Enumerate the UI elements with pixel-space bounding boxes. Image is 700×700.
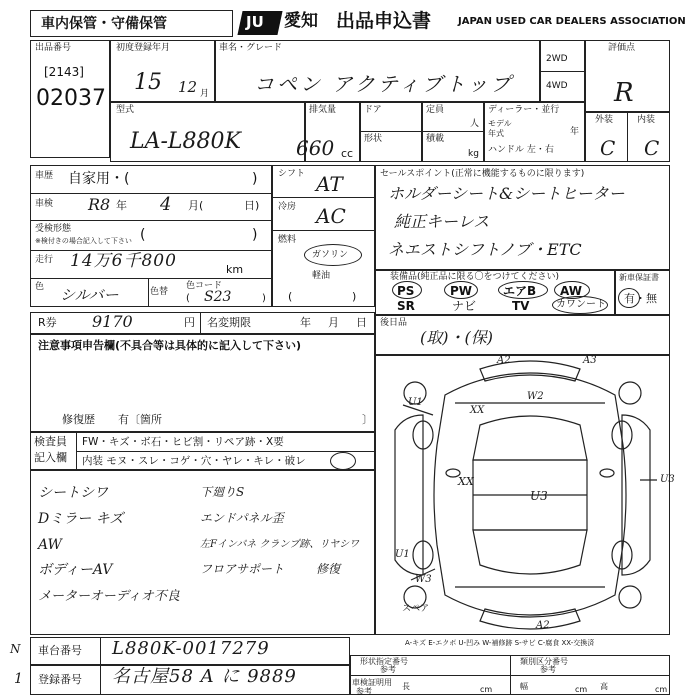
shaken-label: 車検 xyxy=(35,199,54,209)
type-label: 型式 xyxy=(116,105,135,115)
margin-mark-1: 1 xyxy=(14,671,23,687)
ticket-box xyxy=(30,312,375,334)
circle-warranty-yes xyxy=(618,288,640,308)
equip-pw: PW xyxy=(450,284,473,298)
storage-text: 車内保管・守備保管 xyxy=(41,16,167,32)
mark-xx-2: XX xyxy=(458,475,474,488)
equip-navi: ナビ xyxy=(452,299,477,313)
capacity-unit: 人 xyxy=(470,119,480,129)
lot-number-value: 02037 xyxy=(36,86,106,111)
size-height-cm: cm xyxy=(655,685,668,694)
later-items-value: (取)・(保) xyxy=(420,328,493,347)
ref-label-3: 参考 xyxy=(356,687,372,696)
ticket-yen: 円 xyxy=(184,316,195,329)
load-label: 積載 xyxy=(426,134,445,144)
warranty-label: 新車保証書 xyxy=(619,273,659,282)
selling-point-3: ネエストシフトノブ・ETC xyxy=(388,240,582,259)
fuel-label: 燃料 xyxy=(278,235,297,245)
hw-left-1: シートシワ xyxy=(38,485,108,501)
color-label: 色 xyxy=(35,282,45,292)
cool-value: AC xyxy=(316,204,346,228)
interior-label: 内装 xyxy=(637,115,656,125)
name-change-label: 名変期限 xyxy=(207,316,251,329)
repair-label: 修復歴 xyxy=(62,413,95,426)
displacement-unit: cc xyxy=(341,147,354,160)
class-spec-label: 類別区分番号 xyxy=(520,657,568,666)
equip-tv: TV xyxy=(512,299,530,313)
storage-tag xyxy=(30,10,233,37)
capacity-label: 定員 xyxy=(426,105,445,115)
size-height: 高 xyxy=(600,682,608,691)
eval-label: 評価点 xyxy=(608,43,636,53)
hw-left-4: ボディーAV xyxy=(38,562,113,578)
month-unit: 月 xyxy=(200,89,210,99)
mark-a2-bottom: A2 xyxy=(536,620,550,631)
ju-logo-text: JU xyxy=(246,13,264,31)
load-unit: kg xyxy=(468,149,479,159)
mark-w3: W3 xyxy=(415,574,432,585)
recv-note: ※検付きの場合記入して下さい xyxy=(35,237,132,245)
cool-label: 冷房 xyxy=(278,202,297,212)
equip-sunroof-note: カワンート xyxy=(556,299,606,310)
mark-xx-1: XX xyxy=(470,405,485,416)
model-year-label2: 年式 xyxy=(488,129,504,138)
displacement-label: 排気量 xyxy=(309,105,337,115)
check-row-2: 内装 モヌ・スレ・コゲ・穴・ヤレ・キレ・破レ xyxy=(82,455,306,467)
shaken-month: 4 xyxy=(160,194,172,215)
lot-bracket: [2143] xyxy=(44,65,84,79)
shaken-year: R8 xyxy=(88,195,111,214)
selling-points-label: セールスポイント(正常に機能するものに限ります) xyxy=(380,169,585,179)
hw-right-4: フロアサポート xyxy=(200,562,285,576)
hw-left-2: Dミラー キズ xyxy=(38,511,124,527)
circle-sunroof xyxy=(552,296,608,314)
hw-right-1: 下廻りS xyxy=(200,485,245,499)
year-unit: 年 xyxy=(570,127,580,137)
shaken-year-unit: 年 xyxy=(116,199,127,212)
brand-name: 愛知 xyxy=(284,11,318,31)
exterior-grade: C xyxy=(600,136,616,160)
ref-label-1: 参考 xyxy=(380,665,396,674)
model-label: 車名・グレード xyxy=(219,43,283,53)
shape-label: 形状 xyxy=(364,134,383,144)
selling-point-1: ホルダーシート&シートヒーター xyxy=(388,184,625,203)
reg-value: 名古屋58 A に 9889 xyxy=(112,666,297,687)
hw-left-3: AW xyxy=(38,537,62,553)
size-length: 長 xyxy=(402,682,410,691)
mark-u3-center: U3 xyxy=(530,489,548,503)
first-reg-label: 初度登録年月 xyxy=(116,43,171,53)
size-width-cm: cm xyxy=(575,685,588,694)
shaken-month-unit: 月( xyxy=(188,199,204,212)
hw-right-3: 左Fインパネ クランプ跡、リヤシワ xyxy=(200,539,360,550)
history-label: 車歴 xyxy=(35,171,54,181)
size-width: 幅 xyxy=(520,682,528,691)
hw-left-5: メーターオーディオ不良 xyxy=(38,589,180,604)
circle-ps xyxy=(392,281,422,299)
vin-label: 車台番号 xyxy=(38,644,82,657)
warranty-value: 有・無 xyxy=(624,292,657,305)
drive-4wd: 4WD xyxy=(546,81,568,91)
mark-u3-right: U3 xyxy=(660,474,675,485)
equipment-label: 装備品(純正品に限る〇をつけてください) xyxy=(390,272,560,282)
eval-value: R xyxy=(614,78,634,108)
first-reg-month: 12 xyxy=(178,78,198,96)
mark-w2: W2 xyxy=(527,391,544,402)
name-change-month: 月 xyxy=(328,316,339,329)
notes-label: 注意事項申告欄(不具合等は具体的に記入して下さい) xyxy=(38,339,302,352)
color-code-value: S23 xyxy=(204,289,232,305)
ref-label-2: 参考 xyxy=(540,665,556,674)
handle-label: ハンドル 左・右 xyxy=(488,145,554,155)
lot-number-label: 出品番号 xyxy=(35,43,72,53)
mark-a2-top: A2 xyxy=(497,355,511,366)
repair-value: 有〔箇所 xyxy=(118,413,162,426)
later-items-label: 後日品 xyxy=(380,318,408,328)
drive-2wd: 2WD xyxy=(546,54,568,64)
color-swap-label: 色替 xyxy=(150,287,169,297)
history-value: 自家用・( xyxy=(68,171,130,187)
first-reg-year: 15 xyxy=(134,70,162,95)
interior-grade: C xyxy=(644,136,660,160)
displacement-value: 660 xyxy=(296,136,335,160)
model-value: コペン アクティブトップ xyxy=(254,72,514,96)
fuel-light: 軽油 xyxy=(312,271,331,281)
cert-label: 車検証明用 xyxy=(352,678,392,687)
margin-mark-n: N xyxy=(10,642,21,656)
check-row-1: FW・キズ・ボ石・ヒビ割・リペア跡・X要 xyxy=(82,436,284,448)
exterior-label: 外装 xyxy=(595,115,614,125)
circle-airbag xyxy=(498,281,548,299)
equip-airbag: エアB xyxy=(503,284,537,298)
dealer-label: ディーラー・並行 xyxy=(488,105,560,115)
type-value: LA-L880K xyxy=(130,129,241,154)
mark-a3: A3 xyxy=(583,355,597,366)
name-change-year: 年 xyxy=(300,316,311,329)
ticket-label: R券 xyxy=(38,316,57,329)
reg-label: 登録番号 xyxy=(38,673,82,686)
shift-label: シフト xyxy=(278,169,306,179)
association-name: JAPAN USED CAR DEALERS ASSOCIATION xyxy=(458,16,686,27)
color-value: シルバー xyxy=(60,286,119,304)
color-code-label: 色コード xyxy=(186,281,223,291)
mileage-label: 走行 xyxy=(35,255,54,265)
selling-point-2: 純正キーレス xyxy=(394,212,490,231)
circle-pw xyxy=(444,281,478,299)
model-year-label: モデル xyxy=(488,119,512,128)
mark-u1-bottom: U1 xyxy=(395,549,410,560)
entry-label: 記入欄 xyxy=(34,451,67,464)
size-length-cm: cm xyxy=(480,685,493,694)
equip-ps: PS xyxy=(397,284,415,298)
damage-legend: A-キズ E-エクボ U-凹み W-補修跡 S-サビ C-腐食 XX-交換済 xyxy=(405,639,595,647)
equip-sr: SR xyxy=(397,299,415,313)
shaken-day-unit: 日) xyxy=(244,199,260,212)
name-change-day: 日 xyxy=(356,316,367,329)
door-label: ドア xyxy=(364,105,382,115)
hw-right-2: エンドパネル歪 xyxy=(200,511,284,525)
inspector-label: 検査員 xyxy=(34,435,67,448)
form-title: 出品申込書 xyxy=(336,10,432,32)
recv-label: 受検形態 xyxy=(35,224,72,234)
mark-u1-top: U1 xyxy=(408,397,423,408)
equip-aw: AW xyxy=(560,284,582,298)
spare-label: スペア xyxy=(402,604,430,614)
mileage-unit: km xyxy=(226,263,244,276)
ticket-value: 9170 xyxy=(92,312,133,331)
shift-value: AT xyxy=(316,172,343,196)
fuel-gas: ガソリン xyxy=(312,250,349,260)
mileage-value: 14万6千800 xyxy=(70,251,177,271)
hw-right-5: 修復 xyxy=(316,562,341,576)
circle-check xyxy=(330,452,356,470)
vin-value: L880K-0017279 xyxy=(112,638,270,659)
shape-spec-label: 形状指定番号 xyxy=(360,657,408,666)
